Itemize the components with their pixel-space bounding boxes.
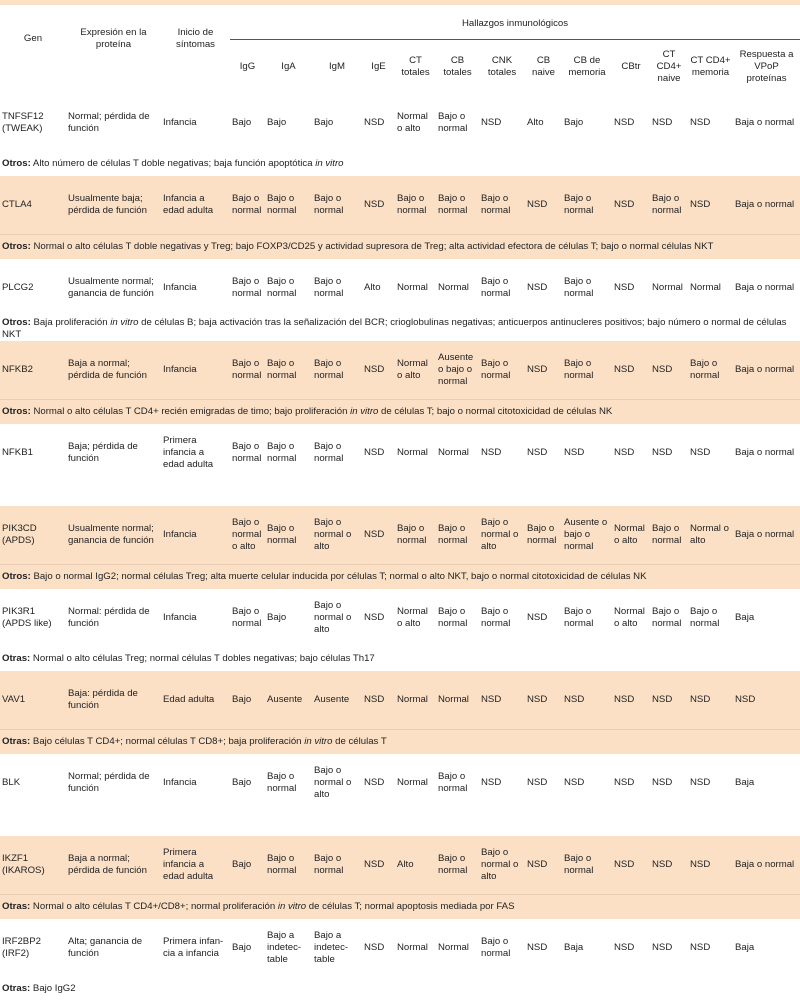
finding-value: Baja o normal	[735, 282, 795, 293]
finding-value: Bajo	[314, 117, 334, 128]
finding-value: Bajo o normal	[481, 276, 511, 299]
finding-value: Bajo o normal	[395, 176, 436, 235]
finding-value: Normal	[690, 282, 721, 293]
others-row	[0, 565, 800, 590]
finding-value: Normal	[438, 282, 469, 293]
finding-value: NSD	[525, 176, 562, 235]
others-italic: in vitro	[301, 736, 333, 747]
finding-value: NSD	[614, 117, 635, 128]
finding-value: Normal	[438, 447, 469, 458]
finding-value: NSD	[481, 447, 502, 458]
finding-value: Baja o normal	[735, 117, 795, 128]
finding-value: Baja o normal	[733, 176, 800, 235]
gene-name: NFKB1	[2, 447, 33, 458]
gene-name: IRF2BP2 (IRF2)	[2, 936, 41, 959]
finding-value: Bajo o normal	[650, 506, 688, 565]
finding-value: Baja	[735, 942, 755, 953]
finding-value: NSD	[690, 777, 711, 788]
finding-value: Bajo o normal	[688, 341, 733, 400]
finding-value: Ausente o bajo o normal	[562, 506, 612, 565]
finding-value: Bajo	[230, 671, 265, 730]
gene-row	[0, 259, 800, 317]
finding-value: NSD	[364, 447, 385, 458]
others-text: Bajo células T CD4+; normal células T CD8+; baja proliferación	[30, 736, 302, 747]
finding-value: NSD	[612, 671, 650, 730]
finding-value: Bajo o normal	[267, 441, 297, 464]
others-row	[0, 317, 800, 341]
gene-name: TNFSF12 (TWEAK)	[2, 111, 44, 134]
finding-value: Bajo o normal	[267, 771, 297, 794]
others-italic: in vitro	[107, 317, 139, 328]
others-label: Otras:	[2, 901, 31, 912]
finding-value: NSD	[527, 612, 548, 623]
others-label: Otras:	[2, 736, 31, 747]
finding-value: NSD	[481, 777, 502, 788]
others-text: Normal o alto células T CD4+ recién emigradas de timo; bajo proliferación	[30, 406, 348, 417]
finding-value: Bajo o normal	[265, 836, 312, 895]
finding-value: Bajo o normal o alto	[312, 506, 362, 565]
finding-value: Bajo o normal	[265, 506, 312, 565]
finding-value: NSD	[364, 117, 385, 128]
others-row	[0, 730, 800, 755]
finding-value: Bajo o normal	[438, 771, 468, 794]
header-hallazgos: Hallazgos inmunológicos	[461, 18, 569, 29]
finding-value: Bajo	[564, 117, 584, 128]
finding-value: Bajo o normal	[479, 176, 525, 235]
others-label: Otras:	[2, 983, 31, 994]
finding-value: Bajo o normal o alto	[230, 506, 265, 565]
finding-value: Baja o normal	[733, 341, 800, 400]
finding-value: Bajo o normal	[265, 341, 312, 400]
finding-value: NSD	[527, 447, 548, 458]
finding-value: Bajo o normal	[395, 506, 436, 565]
symptom-onset: Primera infancia a edad adulta	[161, 836, 230, 895]
gene-row	[0, 94, 800, 152]
finding-value: NSD	[481, 117, 502, 128]
others-text: Normal o alto células T CD4+/CD8+; normal proliferación	[30, 901, 276, 912]
others-text: Alto número de células T doble negativas; baja función apoptótica	[30, 158, 313, 169]
finding-value: Bajo o normal	[232, 441, 262, 464]
finding-value: Normal o alto	[614, 606, 645, 629]
gene-name: PLCG2	[2, 282, 34, 293]
finding-value: Bajo	[232, 117, 252, 128]
symptom-onset: Primera infan-cia a infancia	[163, 936, 224, 959]
finding-value: NSD	[688, 836, 733, 895]
finding-value: Normal	[652, 282, 683, 293]
finding-value: Bajo o normal	[265, 176, 312, 235]
others-text: Bajo IgG2	[30, 983, 76, 994]
finding-value: NSD	[614, 942, 635, 953]
others-label: Otros:	[2, 241, 31, 252]
symptom-onset: Infancia	[161, 341, 230, 400]
finding-value: Bajo o normal	[481, 936, 511, 959]
symptom-onset: Infancia	[163, 117, 197, 128]
header-gen: Gen	[23, 33, 43, 44]
others-label: Otros:	[2, 317, 31, 328]
protein-expression: Normal; pérdida de función	[68, 771, 150, 794]
finding-value: Bajo o normal	[314, 441, 344, 464]
gene-row	[0, 754, 800, 812]
protein-expression: Normal; pérdida de función	[68, 111, 150, 134]
finding-value: Bajo o normal	[562, 341, 612, 400]
finding-value: NSD	[527, 942, 548, 953]
others-label: Otros:	[2, 406, 31, 417]
protein-expression: Baja; pérdida de función	[68, 441, 138, 464]
column-header: Respuesta a VPoP proteínas	[733, 40, 800, 95]
symptom-onset: Infancia a edad adulta	[161, 176, 230, 235]
finding-value: Bajo o normal	[564, 276, 594, 299]
finding-value: Bajo o normal	[436, 836, 479, 895]
others-text: Normal o alto células T doble negativas y Treg; bajo FOXP3/CD25 y actividad supresora de Treg; alta actividad efectora de células T; bajo o normal células NKT	[30, 241, 714, 252]
protein-expression: Alta; ganancia de función	[68, 936, 143, 959]
others-note	[0, 400, 800, 425]
finding-value: NSD	[364, 942, 385, 953]
finding-value: Bajo o normal o alto	[479, 836, 525, 895]
finding-value: Bajo o normal	[479, 341, 525, 400]
column-header: IgM	[312, 40, 362, 95]
header-expresion: Expresión en la proteína	[80, 27, 147, 50]
finding-value: Alto	[364, 282, 381, 293]
finding-value: Bajo o normal	[438, 606, 468, 629]
finding-value: Alto	[395, 836, 436, 895]
symptom-onset: Infancia	[161, 506, 230, 565]
column-header: IgA	[265, 40, 312, 95]
finding-value: NSD	[564, 777, 585, 788]
gene-name: PIK3CD (APDS)	[0, 506, 66, 565]
finding-value: Bajo o normal	[314, 276, 344, 299]
others-note	[0, 977, 800, 1001]
finding-value: Bajo o normal	[230, 341, 265, 400]
finding-value: Baja	[735, 612, 755, 623]
finding-value: NSD	[614, 777, 635, 788]
others-note	[0, 895, 800, 920]
others-text: Normal o alto células Treg; normal células T dobles negativas; bajo células Th17	[30, 653, 375, 664]
others-text-after: de células T	[332, 736, 387, 747]
gene-name: VAV1	[0, 671, 66, 730]
column-header: CT CD4+ naive	[650, 40, 688, 95]
protein-expression: Usualmente normal; ganancia de función	[68, 276, 154, 299]
finding-value: Bajo	[267, 117, 287, 128]
finding-value: Ausente o bajo o normal	[436, 341, 479, 400]
others-row	[0, 977, 800, 1001]
others-row	[0, 812, 800, 836]
finding-value: NSD	[362, 341, 395, 400]
gene-row	[0, 506, 800, 565]
gene-name: PIK3R1 (APDS like)	[2, 606, 52, 629]
others-label: Otros:	[2, 158, 31, 169]
finding-value: Baja	[735, 777, 755, 788]
finding-value: Bajo o normal	[562, 176, 612, 235]
symptom-onset: Edad adulta	[161, 671, 230, 730]
finding-value: NSD	[688, 671, 733, 730]
finding-value: NSD	[688, 176, 733, 235]
finding-value: Baja o normal	[735, 447, 795, 458]
finding-value: NSD	[652, 117, 673, 128]
finding-value: NSD	[612, 176, 650, 235]
others-text-after: de células T; bajo o normal citotoxicidad de células NK	[378, 406, 613, 417]
finding-value: NSD	[527, 777, 548, 788]
column-header: CBtr	[612, 40, 650, 95]
symptom-onset: Infancia	[163, 777, 197, 788]
finding-value: NSD	[614, 447, 635, 458]
gene-row	[0, 671, 800, 730]
finding-value: Normal	[397, 447, 428, 458]
finding-value: Bajo o normal	[436, 506, 479, 565]
finding-value: Bajo	[232, 942, 252, 953]
finding-value: Normal	[397, 282, 428, 293]
finding-value: Bajo o normal o alto	[314, 600, 352, 635]
finding-value: Bajo o normal o alto	[479, 506, 525, 565]
finding-value: Bajo o normal	[562, 836, 612, 895]
others-text-after: de células T; normal apoptosis mediada por FAS	[306, 901, 515, 912]
gene-name: NFKB2	[0, 341, 66, 400]
finding-value: Normal o alto	[397, 606, 428, 629]
finding-value: Bajo o normal	[652, 606, 682, 629]
gene-row	[0, 836, 800, 895]
finding-value: NSD	[362, 836, 395, 895]
finding-value: Bajo o normal	[312, 836, 362, 895]
others-text-after: de células B; baja activación tras la señalización del BCR; crioglobulinas negativas; anticuerpos antinucleres positivos; bajo número o normal de células NKT	[2, 317, 787, 340]
others-label: Otros:	[2, 571, 31, 582]
finding-value: Normal	[395, 671, 436, 730]
others-text: Bajo o normal IgG2; normal células Treg; alta muerte celular inducida por células T; normal o alto NKT, bajo o normal citotoxicidad de células NK	[30, 571, 647, 582]
finding-value: NSD	[479, 671, 525, 730]
others-row	[0, 152, 800, 176]
finding-value: NSD	[527, 282, 548, 293]
finding-value: Bajo o normal	[438, 111, 468, 134]
finding-value: Normal o alto	[612, 506, 650, 565]
others-row	[0, 482, 800, 506]
gene-row	[0, 341, 800, 400]
gene-name: BLK	[2, 777, 21, 788]
finding-value: NSD	[362, 176, 395, 235]
protein-expression: Baja: pérdida de función	[66, 671, 161, 730]
finding-value: Normal	[436, 671, 479, 730]
column-header: CT totales	[395, 40, 436, 95]
gene-row	[0, 424, 800, 482]
finding-value: Alto	[527, 117, 544, 128]
others-text: Baja proliferación	[30, 317, 108, 328]
others-italic: in vitro	[275, 901, 307, 912]
column-header: CB naive	[525, 40, 562, 95]
others-row	[0, 235, 800, 260]
gene-row	[0, 589, 800, 647]
others-italic: in vitro	[347, 406, 379, 417]
finding-value: Bajo o normal o alto	[314, 765, 352, 800]
finding-value: NSD	[525, 836, 562, 895]
others-row	[0, 895, 800, 920]
finding-value: Baja	[564, 942, 584, 953]
others-note	[0, 565, 800, 590]
others-row	[0, 647, 800, 671]
finding-value: NSD	[562, 671, 612, 730]
finding-value: Bajo o normal	[481, 606, 511, 629]
protein-expression: Baja a normal; pérdida de función	[66, 836, 161, 895]
others-note	[0, 647, 800, 671]
finding-value: Bajo o normal	[267, 276, 297, 299]
finding-value: NSD	[564, 447, 585, 458]
protein-expression: Usualmente baja; pérdida de función	[66, 176, 161, 235]
finding-value: NSD	[650, 341, 688, 400]
finding-value: NSD	[650, 836, 688, 895]
column-header: IgE	[362, 40, 395, 95]
others-row	[0, 400, 800, 425]
finding-value: NSD	[652, 447, 673, 458]
others-italic: in vitro	[312, 158, 344, 169]
finding-value: NSD	[652, 777, 673, 788]
finding-value: NSD	[612, 341, 650, 400]
finding-value: Normal o alto	[395, 341, 436, 400]
finding-value: NSD	[362, 671, 395, 730]
column-header: CB de memoria	[562, 40, 612, 95]
finding-value: NSD	[364, 777, 385, 788]
symptom-onset: Infancia	[163, 282, 197, 293]
others-note	[0, 812, 800, 836]
column-header: CNK totales	[479, 40, 525, 95]
finding-value: Normal o alto	[688, 506, 733, 565]
finding-value: Baja o normal	[733, 506, 800, 565]
finding-value: Normal	[438, 942, 469, 953]
finding-value: Normal	[397, 942, 428, 953]
finding-value: Ausente	[265, 671, 312, 730]
header-inicio: Inicio de síntomas	[176, 27, 215, 50]
finding-value: Bajo	[232, 777, 252, 788]
others-note	[0, 152, 800, 176]
finding-value: Bajo o normal	[690, 606, 720, 629]
others-label: Otras:	[2, 653, 31, 664]
finding-value: NSD	[364, 612, 385, 623]
finding-value: Normal o alto	[397, 111, 428, 134]
finding-value: NSD	[650, 671, 688, 730]
others-note	[0, 730, 800, 755]
protein-expression: Usualmente normal; ganancia de función	[66, 506, 161, 565]
protein-expression: Normal: pérdida de función	[68, 606, 150, 629]
gene-name: CTLA4	[0, 176, 66, 235]
finding-value: Bajo o normal	[230, 176, 265, 235]
column-header: IgG	[230, 40, 265, 95]
finding-value: NSD	[614, 282, 635, 293]
finding-value: Bajo o normal	[436, 176, 479, 235]
column-header: CT CD4+ memoria	[688, 40, 733, 95]
finding-value: Bajo o normal	[564, 606, 594, 629]
finding-value: NSD	[690, 117, 711, 128]
gene-row	[0, 919, 800, 977]
gene-row	[0, 176, 800, 235]
finding-value: Bajo a indetec-table	[267, 930, 302, 965]
finding-value: Normal	[397, 777, 428, 788]
protein-expression: Baja a normal; pérdida de función	[66, 341, 161, 400]
finding-value: NSD	[525, 671, 562, 730]
finding-value: Bajo o normal	[232, 276, 262, 299]
finding-value: Bajo o normal	[312, 341, 362, 400]
symptom-onset: Primera infancia a edad adulta	[163, 435, 214, 470]
finding-value: Bajo o normal	[232, 606, 262, 629]
finding-value: Baja o normal	[733, 836, 800, 895]
gene-name: IKZF1 (IKAROS)	[0, 836, 66, 895]
finding-value: NSD	[362, 506, 395, 565]
finding-value: Bajo o normal	[650, 176, 688, 235]
finding-value: Bajo o normal	[525, 506, 562, 565]
finding-value: NSD	[733, 671, 800, 730]
finding-value: NSD	[690, 942, 711, 953]
finding-value: NSD	[612, 836, 650, 895]
finding-value: NSD	[652, 942, 673, 953]
finding-value: Ausente	[312, 671, 362, 730]
finding-value: Bajo	[230, 836, 265, 895]
finding-value: Bajo a indetec-table	[314, 930, 349, 965]
finding-value: Bajo o normal	[312, 176, 362, 235]
finding-value: NSD	[525, 341, 562, 400]
finding-value: Bajo	[267, 612, 287, 623]
symptom-onset: Infancia	[163, 612, 197, 623]
finding-value: NSD	[690, 447, 711, 458]
others-note	[0, 482, 800, 506]
others-note	[0, 235, 800, 260]
column-header: CB totales	[436, 40, 479, 95]
others-note	[0, 317, 800, 341]
